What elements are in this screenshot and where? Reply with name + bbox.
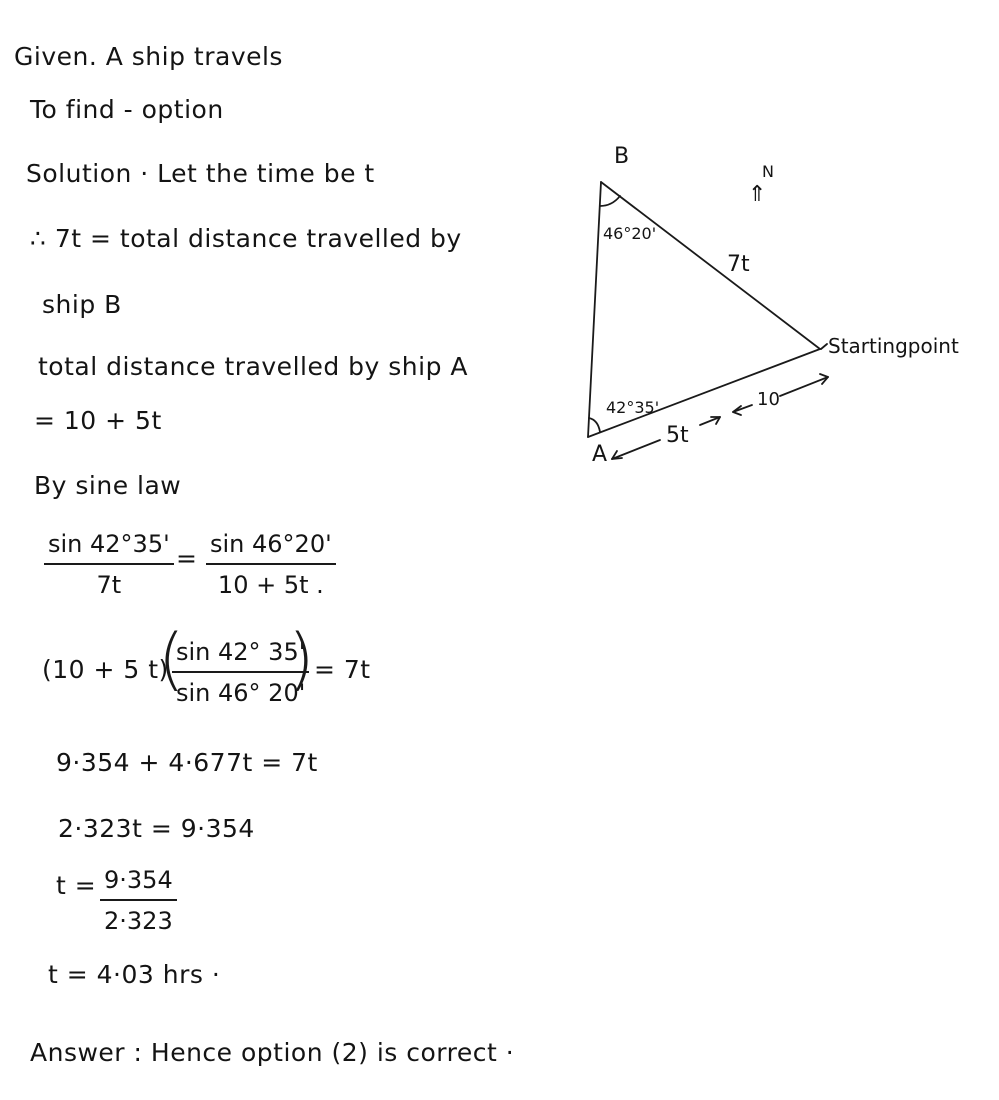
side-ab <box>588 182 601 437</box>
side-b-start <box>601 182 820 349</box>
north-arrow-icon: ⇑ <box>748 182 767 207</box>
fraction-numerator: sin 42°35' <box>44 530 174 565</box>
angle-b-label: 46°20' <box>603 224 657 243</box>
angle-a-label: 42°35' <box>606 398 660 417</box>
ship-a-distance-value: = 10 + 5t <box>34 406 162 435</box>
step-3-lhs: t = <box>56 871 97 900</box>
dim-5t-left-line <box>612 440 660 459</box>
north-label: N <box>762 162 774 181</box>
side-7t-label: 7t <box>727 252 750 277</box>
to-find-line: To find - option <box>30 95 224 124</box>
angle-a-arc <box>589 418 600 432</box>
fraction-denominator: sin 46° 20' <box>176 679 306 707</box>
vertex-b-label: B <box>614 144 630 169</box>
fraction-numerator: sin 46°20' <box>206 530 336 565</box>
step-1: 9·354 + 4·677t = 7t <box>56 748 318 777</box>
ship-b-distance-line: ∴ 7t = total distance travelled by <box>30 224 462 253</box>
step-2: 2·323t = 9·354 <box>58 814 255 843</box>
fraction-numerator: sin 42° 35' <box>172 638 309 673</box>
rearranged-prefix: (10 + 5 t) <box>42 655 169 684</box>
result-line: t = 4·03 hrs · <box>48 960 221 989</box>
rearranged-rhs: = 7t <box>314 655 371 684</box>
given-line: Given. A ship travels <box>14 42 283 71</box>
side-5t-label: 5t <box>666 423 689 448</box>
ship-b-distance-line-cont: ship B <box>42 290 122 319</box>
dim-10-right-line <box>780 377 828 396</box>
side-10-label: 10 <box>757 389 780 410</box>
close-paren: ) <box>288 620 315 699</box>
fraction-denominator: 7t <box>96 571 122 599</box>
fraction-denominator: 2·323 <box>104 907 173 935</box>
solution-intro: Solution · Let the time be t <box>26 159 375 188</box>
angle-b-arc <box>600 196 620 206</box>
answer-line: Answer : Hence option (2) is correct · <box>30 1038 515 1067</box>
equals-sign: = <box>176 544 198 573</box>
open-paren: ( <box>158 620 185 699</box>
starting-point-label: Startingpoint <box>828 334 959 358</box>
sine-law-heading: By sine law <box>34 471 182 500</box>
ship-a-distance-line: total distance travelled by ship A <box>38 352 469 381</box>
fraction-denominator: 10 + 5t . <box>217 571 324 599</box>
vertex-a-label: A <box>592 442 608 467</box>
start-point-tick <box>821 344 827 349</box>
fraction-numerator: 9·354 <box>100 866 177 901</box>
